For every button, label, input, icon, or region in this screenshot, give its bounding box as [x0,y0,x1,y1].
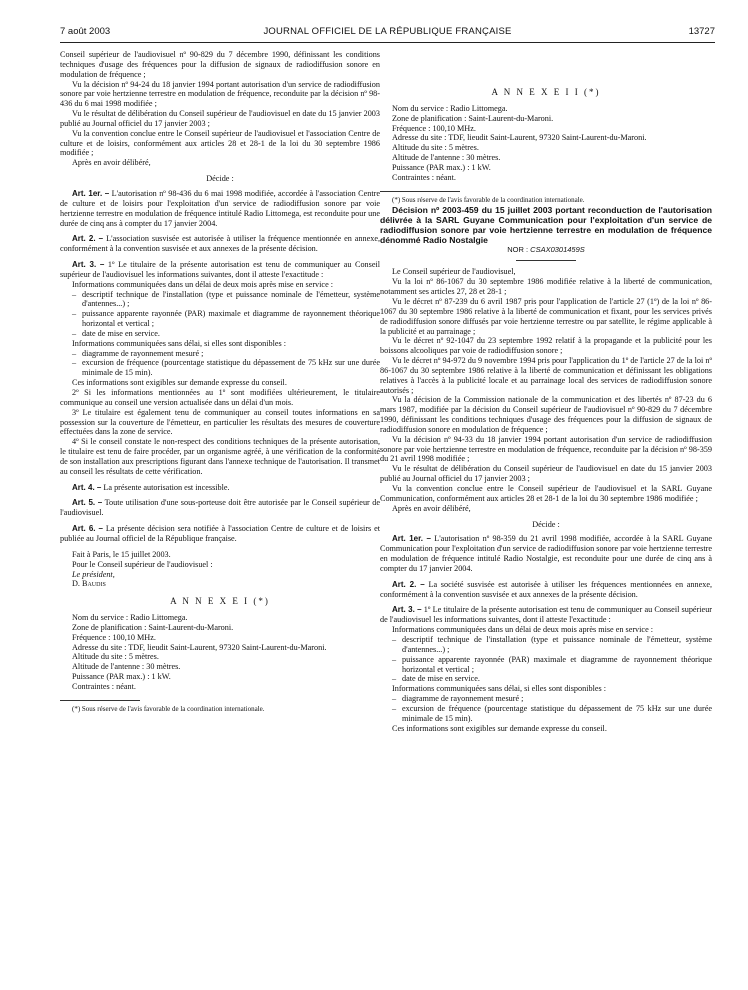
right-vu-3: Vu le décret nº 92-1047 du 23 septembre 1992 relatif à la propagande et la publicité pour les boissons alcooliques par voie de radiodiffusion sonore ; [380,336,712,356]
left-art5-label: Art. 5. – [72,498,103,508]
left-art2-text: L'association susvisée est autorisée à utiliser la fréquence mentionnée en annexe, conformément à la convention susvisée et aux annexes de la présente décision. [60,234,381,254]
right-vu-8: Vu la convention conclue entre le Conseil supérieur de l'audiovisuel et la SARL Guyane Communication, conformément aux articles 28 et 28-1 de la loi du 30 septembre 1986 modifiée ; [380,484,712,503]
right-footnote: (*) Sous réserve de l'avis favorable de la coordination internationale. [392,195,585,204]
left-list-prior-item: – date de mise en service. [60,329,380,339]
left-para-after-0: Ces informations sont exigibles sur demande expresse du conseil. [72,378,287,388]
right-annex-title: A N N E X E I I (*) [491,87,601,97]
right-annex-line: Adresse du site : TDF, lieudit Saint-Laurent, 97320 Saint-Laurent-du-Maroni. [392,133,647,143]
right-nor-value: CSAX0301459S [530,244,585,254]
right-annex-line: Altitude de l'antenne : 30 mètres. [392,153,501,163]
left-decide: Décide : [206,174,234,184]
left-annex-line: Zone de planification : Saint-Laurent-du-Maroni. [72,622,234,632]
right-info-prior: Informations communiquées dans un délai de deux mois après mise en service : [392,625,654,635]
right-vu-2: Vu le décret nº 87-239 du 6 avril 1987 pris pour l'application de l'article 27 (1º) de la loi nº 86-1067 du 30 septembre 1986 relative à la liberté de communication et fixant, pour les services privés de radiodiffusion sonore diffusés par voie hertzienne terrestre ou par satellite, le régime applicable à la publicité et au parrainage ; [380,296,712,336]
right-article-1 [380,534,712,573]
left-info-nodelay: Informations communiquées sans délai, si elles sont disponibles : [72,338,286,348]
left-annex-line: Altitude du site : 5 mètres. [72,652,159,662]
right-article-3 [380,605,712,625]
left-art3-label: Art. 3. – [72,260,105,270]
left-annex-line: Altitude de l'antenne : 30 mètres. [72,662,181,672]
right-title-rule [516,260,576,261]
left-para-after-1: 2º Si les informations mentionnées au 1º sont modifiées ultérieurement, le titulaire communique au conseil une version actualisée dans un délai d'un mois. [60,388,380,407]
right-article-2 [380,580,712,600]
right-annex-line: Zone de planification : Saint-Laurent-du-Maroni. [392,113,554,123]
left-art2-label: Art. 2. – [72,234,104,244]
right-art3-text: 1º Le titulaire de la présente autorisation est tenu de communiquer au Conseil supérieur de l'audiovisuel les informations suivantes, dont il atteste l'exactitude : [380,605,713,625]
left-intro-4: Après en avoir délibéré, [72,158,151,168]
left-art1-label: Art. 1er. – [72,188,110,198]
right-vu-6: Vu la décision nº 94-33 du 18 janvier 1994 portant autorisation d'un service de radiodiffusion sonore par voie hertzienne terrestre en modulation de fréquence, reconduite par la décision nº 98-359 du 21 avril 1998 modifiée ; [380,434,712,464]
left-art4-text: La présente autorisation est incessible. [103,482,230,492]
right-art2-label: Art. 2. – [392,579,425,589]
right-annex-line: Fréquence : 100,10 MHz. [392,123,476,133]
left-annex-line: Nom du service : Radio Littomega. [72,613,188,623]
header-rule [60,42,715,43]
left-intro-1: Vu la décision nº 94-24 du 18 janvier 1994 portant autorisation d'un service de radiodiffusion sonore par voie hertzienne terrestre en modulation de fréquence, reconduite par la décision nº 98-436 du 6 mai 1998 modifiée ; [60,79,380,109]
left-annex-block [60,613,380,692]
left-art6-text: La présente décision sera notifiée à l'association Centre de culture et de loisirs et publiée au Journal officiel de la République française. [60,524,380,543]
left-info-prior: Informations communiquées dans un délai de deux mois après mise en service : [72,279,334,289]
right-annex-block [380,104,712,183]
left-list-nodelay-item: – diagramme de rayonnement mesuré ; [60,349,380,359]
left-para-after-3: 4º Si le conseil constate le non-respect des conditions techniques de la présente autorisation, le titulaire est tenu de faire procéder, par un organisme agréé, à une vérification de la conformité de son installation aux prescriptions figurant dans l'annexe technique de l'autorisation. Il transmet au conseil les résultats de cette vérification. [60,437,380,476]
left-done-date: Fait à Paris, le 15 juillet 2003. [72,549,171,559]
right-list-nodelay-item: – excursion de fréquence (pourcentage statistique du dépassement de 75 kHz sur une durée minimale de 15 min). [380,704,712,724]
right-vu-0: Le Conseil supérieur de l'audiovisuel, [392,267,516,277]
left-footnote-rule [60,700,140,701]
header-page-number: 13727 [688,26,715,37]
left-intro-3: Vu la convention conclue entre le Conseil supérieur de l'audiovisuel et l'association Centre de culture et de loisirs, conformément aux articles 28 et 28-1 de la loi du 30 septembre 1986 modifiée ; [60,128,380,158]
left-list-prior-item: – descriptif technique de l'installation (type et puissance nominale de l'émetteur, système d'antennes...) ; [60,290,380,310]
left-signature-title: Le président, [72,569,115,579]
left-intro-2: Vu le résultat de délibération du Conseil supérieur de l'audiovisuel en date du 15 janvier 2003 publié au Journal officiel du 17 janvier 2003 ; [60,109,380,128]
page-header [60,26,715,40]
left-para-after-2: 3º Le titulaire est également tenu de communiquer au conseil toutes informations en sa possession sur la couverture de l'émetteur, en particulier les résultats des mesures de couverture effectuées dans la zone de service. [60,407,380,437]
left-article-6 [60,524,380,544]
right-info-nodelay: Informations communiquées sans délai, si elles sont disponibles : [392,684,606,694]
left-signature-for: Pour le Conseil supérieur de l'audiovisuel : [72,559,213,569]
left-art4-label: Art. 4. – [72,482,102,492]
left-art1-text: L'autorisation nº 98-436 du 6 mai 1998 modifiée, accordée à l'association Centre de culture et de loisirs pour l'exploitation d'un service de radiodiffusion sonore par voie hertzienne terrestre en modulation de fréquence intitulé Radio Littomega, est reconduite pour une durée de cinq ans à compter du 17 janvier 2004. [60,188,380,228]
left-annex-line: Fréquence : 100,10 MHz. [72,632,156,642]
right-vu-7: Vu le résultat de délibération du Conseil supérieur de l'audiovisuel en date du 15 janvier 2003 publié au Journal officiel du 17 janvier 2003 ; [380,464,712,484]
left-article-3 [60,260,380,280]
right-annex-line: Puissance (PAR max.) : 1 kW. [392,162,491,172]
right-decide: Décide : [532,519,560,529]
left-annex-line: Contraintes : néant. [72,681,136,691]
right-list-prior-item: – date de mise en service. [380,674,712,684]
right-annex-line: Contraintes : néant. [392,172,456,182]
left-annex-line: Puissance (PAR max.) : 1 kW. [72,672,171,682]
left-column [60,50,380,714]
right-column [380,50,712,733]
right-vu-9: Après en avoir délibéré, [392,503,471,513]
left-article-4 [60,483,380,493]
header-journal-title: JOURNAL OFFICIEL DE LA RÉPUBLIQUE FRANÇAISE [263,26,512,37]
left-article-1 [60,189,380,228]
left-list-prior-item: – puissance apparente rayonnée (PAR) maximale et diagramme de rayonnement théorique horizontal et vertical ; [60,309,380,329]
right-annex-line: Altitude du site : 5 mètres. [392,143,479,153]
right-list-prior-item: – puissance apparente rayonnée (PAR) maximale et diagramme de rayonnement théorique horizontal et vertical ; [380,655,712,675]
left-art6-label: Art. 6. – [72,524,103,534]
right-list-prior-item: – descriptif technique de l'installation (type et puissance nominale de l'émetteur, système d'antennes...) ; [380,635,712,655]
left-article-2 [60,234,380,254]
right-closing: Ces informations sont exigibles sur demande expresse du conseil. [392,723,607,733]
left-intro-0: Conseil supérieur de l'audiovisuel nº 90-829 du 7 décembre 1990, définissant les conditions techniques d'usage des fréquences pour la diffusion de signaux de radiodiffusion sonore en modulation de fréquence ; [60,50,380,79]
right-annex-line: Nom du service : Radio Littomega. [392,103,508,113]
left-art3-text: 1º Le titulaire de la présente autorisation est tenu de communiquer au Conseil supérieur de l'audiovisuel les informations suivantes, dont il atteste l'exactitude : [60,260,380,279]
left-list-nodelay-item: – excursion de fréquence (pourcentage statistique du dépassement de 75 kHz sur une durée minimale de 15 min). [60,358,380,378]
right-art1-text: L'autorisation nº 98-359 du 21 avril 1998 modifiée, accordée à la SARL Guyane Communication pour l'exploitation d'un service de radiodiffusion sonore par voie hertzienne terrestre en modulation de fréquence intitulé Radio Nostalgie, est reconduite pour une durée de cinq ans à compter du 17 janvier 2004. [380,534,713,573]
right-decision-title: Décision nº 2003-459 du 15 juillet 2003 portant reconduction de l'autorisation délivrée à la SARL Guyane Communication pour l'exploitation d'un service de radiodiffusion sonore par voie hertzienne terrestre en modulation de fréquence dénommé Radio Nostalgie [380,204,712,245]
right-list-nodelay-item: – diagramme de rayonnement mesuré ; [380,694,712,704]
right-nor-label: NOR : [507,244,529,254]
right-nor [380,245,712,255]
left-annex-title: A N N E X E I (*) [170,596,270,607]
right-vu-5: Vu la décision de la Commission nationale de la communication et des libertés nº 87-23 du 6 mars 1987, modifiée par la décision du Conseil supérieur de l'audiovisuel nº 90-829 du 7 décembre 1990, définissant les conditions techniques d'usage des fréquences pour la diffusion de signaux de radiodiffusion sonore en modulation de fréquence ; [380,395,712,434]
right-vu-4: Vu le décret nº 94-972 du 9 novembre 1994 pris pour l'application du 1º de l'article 27 de la loi nº 86-1067 du 30 septembre 1986 relative à la liberté de communication et définissant les obligations relatives à l'accès à la publicité locale et au parrainage local des services de radiodiffusion sonore autorisés ; [380,356,712,395]
right-vu-1: Vu la loi nº 86-1067 du 30 septembre 1986 modifiée relative à la liberté de communication, notamment ses articles 27, 28 et 28-1 ; [380,277,712,297]
right-art1-label: Art. 1er. – [392,534,431,544]
left-footnote: (*) Sous réserve de l'avis favorable de la coordination internationale. [72,704,265,713]
right-footnote-rule [380,191,460,192]
left-art5-text: Toute utilisation d'une sous-porteuse doit être autorisée par le Conseil supérieur de l'audiovisuel. [60,498,380,518]
left-signature-name: D. Baudis [72,579,106,589]
left-annex-line: Adresse du site : TDF, lieudit Saint-Laurent, 97320 Saint-Laurent-du-Maroni. [72,642,327,652]
left-article-5 [60,498,380,518]
header-date: 7 août 2003 [60,26,111,37]
right-art3-label: Art. 3. – [392,605,422,615]
right-art2-text: La société susvisée est autorisée à utiliser les fréquences mentionnées en annexe, conformément à la convention susvisée et aux annexes de la présente décision. [380,579,712,599]
